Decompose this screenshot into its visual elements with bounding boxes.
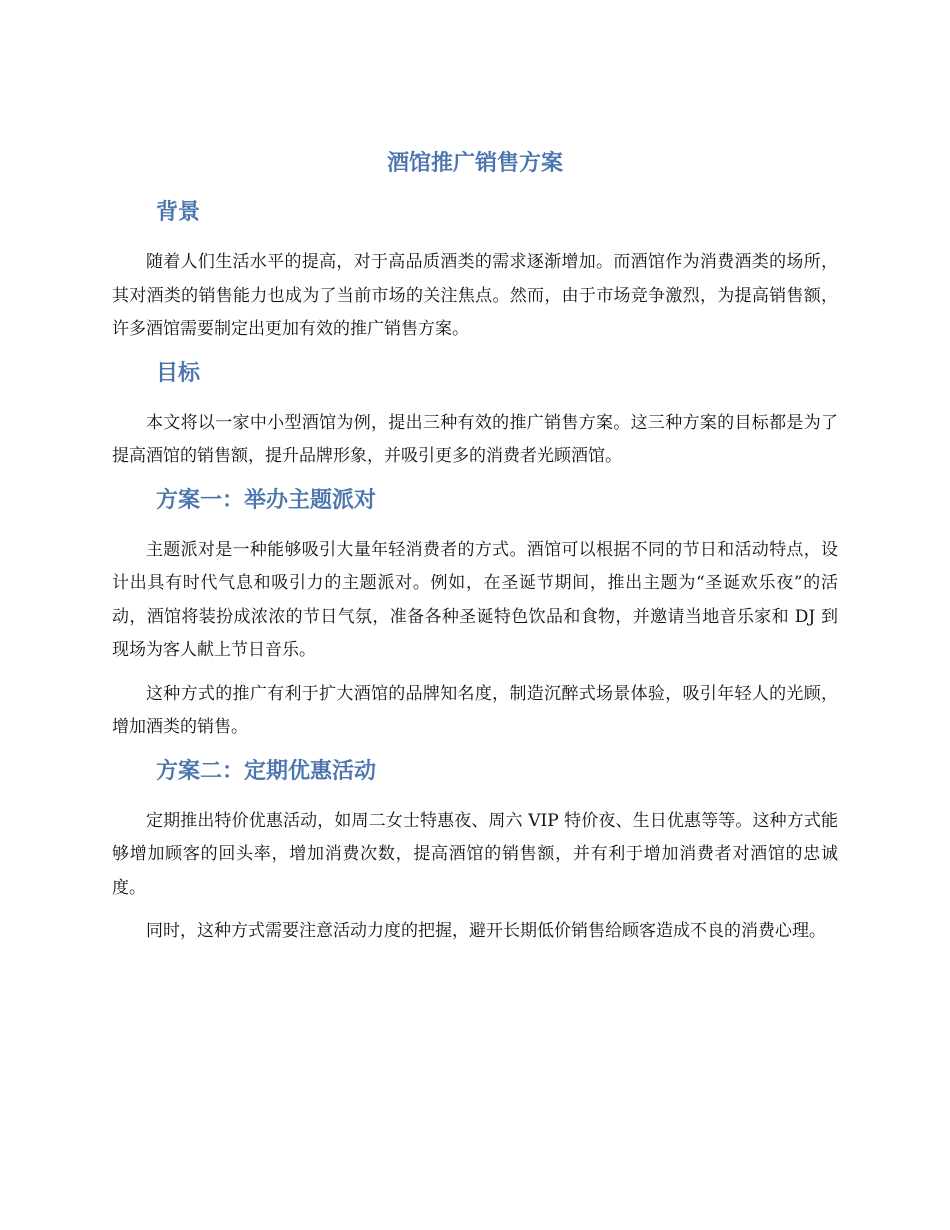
section-goal — [112, 357, 838, 474]
section-heading-plan-one: 方案一：举办主题派对 — [156, 487, 377, 513]
paragraph: 定期推出特价优惠活动，如周二女士特惠夜、周六 VIP 特价夜、生日优惠等等。这种方式能够增加顾客的回头率，增加消费次数，提高酒馆的销售额，并有利于增加消费者对酒馆的忠诚度。 — [112, 810, 838, 898]
paragraph: 主题派对是一种能够吸引大量年轻消费者的方式。酒馆可以根据不同的节日和活动特点，设计出具有时代气息和吸引力的主题派对。例如，在圣诞节期间，推出主题为“圣诞欢乐夜”的活动，酒馆将装扮成浓浓的节日气氛，准备各种圣诞特色饮品和食物，并邀请当地音乐家和 DJ 到现场为客人献上节日音乐。 — [112, 539, 838, 660]
section-background — [112, 196, 838, 347]
paragraph: 随着人们生活水平的提高，对于高品质酒类的需求逐渐增加。而酒馆作为消费酒类的场所，其对酒类的销售能力也成为了当前市场的关注焦点。然而，由于市场竞争激烈，为提高销售额，许多酒馆需要制定出更加有效的推广销售方案。 — [112, 252, 838, 339]
document-body — [112, 146, 838, 949]
section-plan-two — [112, 755, 838, 949]
section-heading-plan-two: 方案二：定期优惠活动 — [156, 758, 377, 784]
section-plan-one — [112, 484, 838, 745]
document-title: 酒馆推广销售方案 — [386, 151, 563, 176]
section-heading-goal: 目标 — [156, 360, 201, 386]
paragraph: 本文将以一家中小型酒馆为例，提出三种有效的推广销售方案。这三种方案的目标都是为了提高酒馆的销售额，提升品牌形象，并吸引更多的消费者光顾酒馆。 — [112, 412, 838, 466]
paragraph: 同时，这种方式需要注意活动力度的把握，避开长期低价销售给顾客造成不良的消费心理。 — [146, 921, 826, 941]
paragraph: 这种方式的推广有利于扩大酒馆的品牌知名度，制造沉醉式场景体验，吸引年轻人的光顾，增加酒类的销售。 — [112, 683, 838, 737]
section-heading-background: 背景 — [156, 200, 201, 225]
